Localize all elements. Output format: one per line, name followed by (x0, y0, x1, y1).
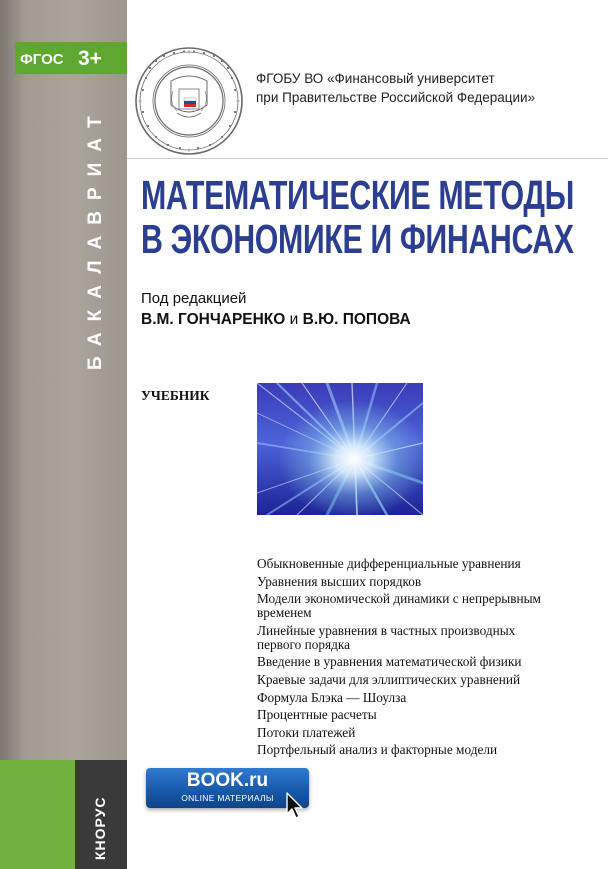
contents-item: Краевые задачи для эллиптических уравнений (257, 671, 521, 687)
contents-item: Формула Блэка — Шоулза (257, 689, 407, 705)
contents-item: Модели экономической динамики с непрерывным временем (257, 591, 541, 621)
title-line-2: В ЭКОНОМИКЕ И ФИНАНСАХ (141, 216, 574, 262)
editor-name-2: В.Ю. ПОПОВА (302, 311, 411, 328)
contents-item: Процентные расчеты (257, 707, 377, 723)
university-seal-logo (133, 45, 245, 157)
publisher-line-1: ФГОБУ ВО «Финансовый университет (256, 71, 495, 86)
contents-item: Введение в уравнения математической физики (257, 654, 522, 670)
editors-names (141, 311, 411, 329)
editor-label: Под редакцией (141, 290, 247, 307)
book-kind-label: УЧЕБНИК (141, 388, 210, 403)
fgos-text: ФГОС (20, 51, 64, 68)
cover-spine-band (0, 0, 127, 869)
cursor-arrow-icon (285, 792, 307, 820)
fgos-version: 3+ (78, 47, 102, 70)
contents-item: Линейные уравнения в частных производных первого порядка (257, 622, 516, 652)
publisher-info (256, 69, 535, 107)
series-label: БАКАЛАВРИАТ (85, 105, 106, 370)
publisher-line-2: при Правительстве Российской Федерации» (256, 90, 536, 105)
divider (127, 158, 608, 159)
title-line-1: МАТЕМАТИЧЕСКИЕ МЕТОДЫ (141, 172, 574, 218)
publisher-spine-label: КНОРУС (92, 796, 108, 860)
book-title (141, 173, 574, 261)
green-corner-block (0, 760, 75, 869)
book-ru-subtitle: ONLINE МАТЕРИАЛЫ (181, 793, 274, 803)
editor-name-1: В.М. ГОНЧАРЕНКО (141, 311, 286, 328)
editor-conj: и (289, 311, 299, 328)
contents-item: Потоки платежей (257, 724, 356, 740)
contents-item: Обыкновенные дифференциальные уравнения (257, 556, 521, 571)
book-ru-title: BOOK.ru (186, 770, 269, 791)
contents-item: Уравнения высших порядков (257, 573, 422, 589)
contents-list (257, 557, 562, 761)
cover-light-art (257, 383, 423, 515)
contents-item: Портфельный анализ и факторные модели (257, 742, 498, 758)
